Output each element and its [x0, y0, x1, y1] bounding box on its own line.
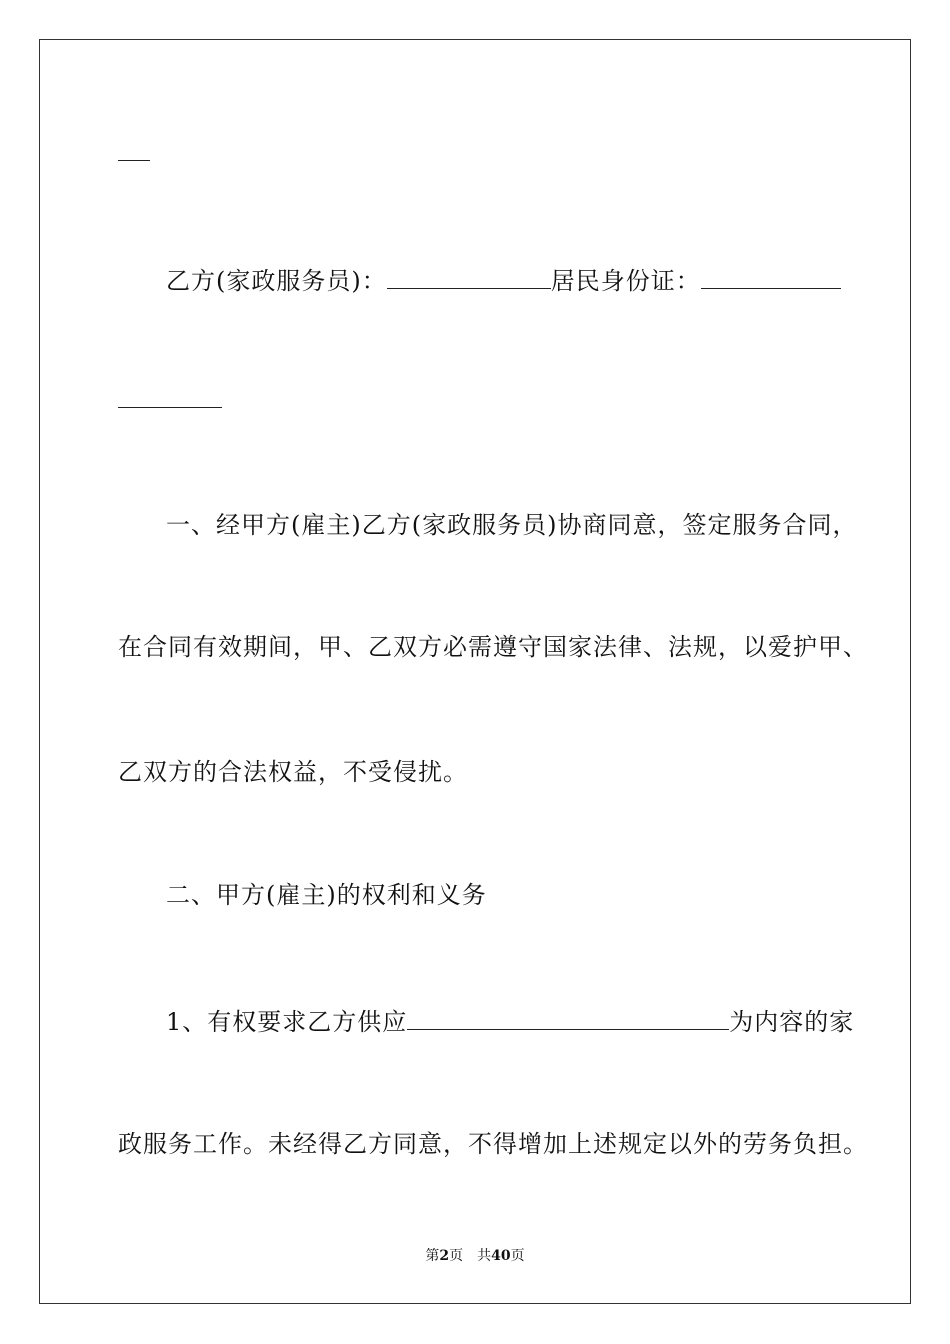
clause-2-item-1-line-2: 政服务工作。未经得乙方同意，不得增加上述规定以外的劳务负担。 — [118, 1130, 868, 1158]
service-content-blank — [407, 1007, 729, 1030]
footer-page-mid: 页 共 — [449, 1248, 492, 1264]
blank-line-top — [118, 160, 150, 161]
clause-2-item-1-prefix: 1、有权要求乙方供应 — [166, 1008, 408, 1036]
clause-2-item-1-suffix: 为内容的家 — [729, 1008, 855, 1036]
id-card-label: 居民身份证： — [550, 267, 701, 295]
clause-1-line-3: 乙双方的合法权益，不受侵扰。 — [118, 758, 468, 786]
id-card-blank-continued — [118, 407, 222, 408]
id-card-blank — [701, 266, 841, 289]
party-b-label: 乙方(家政服务员)： — [166, 267, 387, 295]
footer-page-number: 2 — [439, 1248, 450, 1264]
clause-2-item-1-line-1 — [166, 1007, 854, 1037]
page-footer — [0, 1247, 950, 1265]
page-border — [39, 39, 911, 1304]
party-b-name-blank — [387, 266, 551, 289]
footer-page-total: 40 — [491, 1248, 511, 1264]
footer-page-prefix: 第 — [425, 1248, 440, 1264]
footer-page-suffix: 页 — [510, 1248, 525, 1264]
clause-2-title: 二、甲方(雇主)的权利和义务 — [166, 881, 487, 909]
clause-1-line-2: 在合同有效期间，甲、乙双方必需遵守国家法律、法规，以爱护甲、 — [118, 633, 868, 661]
clause-1-line-1: 一、经甲方(雇主)乙方(家政服务员)协商同意，签定服务合同， — [166, 511, 858, 539]
party-b-line — [166, 266, 841, 296]
